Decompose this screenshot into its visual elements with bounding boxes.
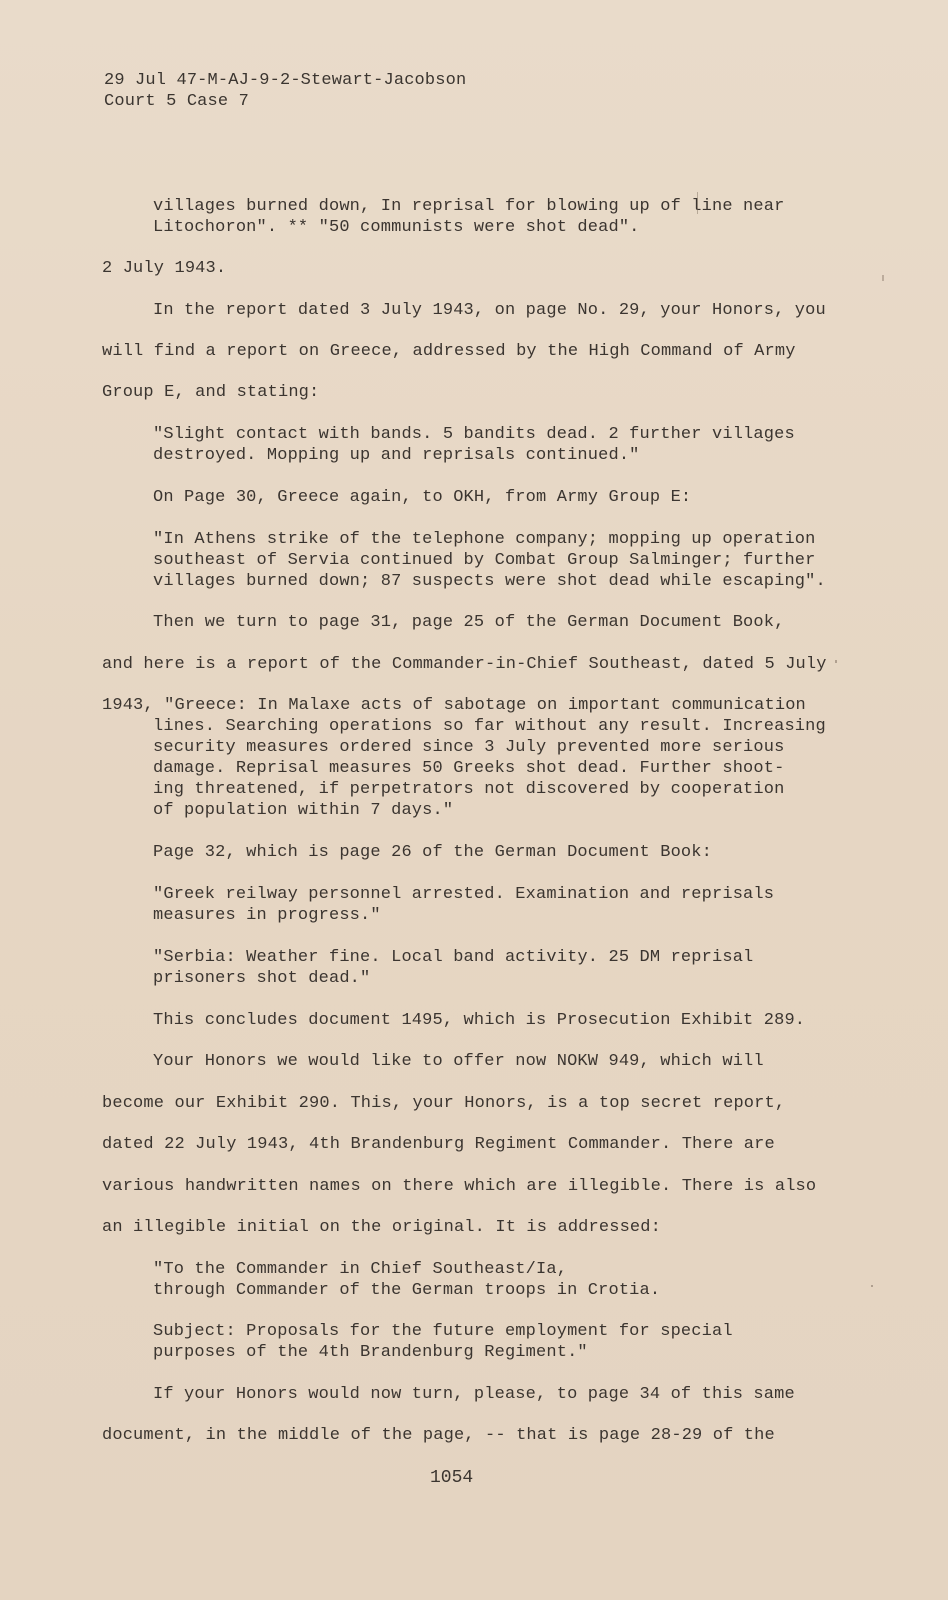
- header-court-line: Court 5 Case 7: [104, 92, 249, 111]
- text-line: Subject: Proposals for the future employment for special: [153, 1322, 733, 1341]
- text-line: Then we turn to page 31, page 25 of the German Document Book,: [153, 613, 785, 632]
- text-line: "In Athens strike of the telephone company; mopping up operation: [153, 530, 816, 549]
- text-line: This concludes document 1495, which is Prosecution Exhibit 289.: [153, 1011, 806, 1030]
- text-line: destroyed. Mopping up and reprisals continued.": [153, 446, 640, 465]
- text-line: and here is a report of the Commander-in-Chief Southeast, dated 5 July: [102, 655, 827, 674]
- text-line: "Serbia: Weather fine. Local band activity. 25 DM reprisal: [153, 948, 754, 967]
- paper-mark: [697, 192, 698, 214]
- header-case-line: 29 Jul 47-M-AJ-9-2-Stewart-Jacobson: [104, 71, 467, 90]
- paper-speck: [835, 660, 837, 663]
- text-line: dated 22 July 1943, 4th Brandenburg Regiment Commander. There are: [102, 1135, 775, 1154]
- text-line: Litochoron". ** "50 communists were shot dead".: [153, 218, 640, 237]
- text-line: security measures ordered since 3 July prevented more serious: [153, 738, 785, 757]
- text-line: an illegible initial on the original. It is addressed:: [102, 1218, 661, 1237]
- text-line: "Greek reilway personnel arrested. Examination and reprisals: [153, 885, 775, 904]
- text-line: purposes of the 4th Brandenburg Regiment.": [153, 1343, 588, 1362]
- text-line: become our Exhibit 290. This, your Honors, is a top secret report,: [102, 1094, 786, 1113]
- page-number: 1054: [430, 1468, 474, 1488]
- text-line: southeast of Servia continued by Combat Group Salminger; further: [153, 551, 816, 570]
- text-line: Page 32, which is page 26 of the German Document Book:: [153, 843, 712, 862]
- text-line: Group E, and stating:: [102, 383, 320, 402]
- text-line: ing threatened, if perpetrators not discovered by cooperation: [153, 780, 785, 799]
- text-line: lines. Searching operations so far without any result. Increasing: [153, 717, 826, 736]
- paper-speck: [871, 1285, 873, 1287]
- text-line: If your Honors would now turn, please, to page 34 of this same: [153, 1385, 795, 1404]
- text-line: "Slight contact with bands. 5 bandits dead. 2 further villages: [153, 425, 795, 444]
- text-line: will find a report on Greece, addressed by the High Command of Army: [102, 342, 796, 361]
- paper-speck: [882, 275, 884, 281]
- text-line: damage. Reprisal measures 50 Greeks shot dead. Further shoot-: [153, 759, 785, 778]
- text-line: villages burned down; 87 suspects were shot dead while escaping".: [153, 572, 826, 591]
- text-line: various handwritten names on there which are illegible. There is also: [102, 1177, 817, 1196]
- text-line: prisoners shot dead.": [153, 969, 371, 988]
- text-line: "To the Commander in Chief Southeast/Ia,: [153, 1260, 568, 1279]
- text-line: villages burned down, In reprisal for blowing up of line near: [153, 197, 785, 216]
- text-line: of population within 7 days.": [153, 801, 454, 820]
- text-line: measures in progress.": [153, 906, 381, 925]
- text-line: On Page 30, Greece again, to OKH, from Army Group E:: [153, 488, 692, 507]
- text-line: through Commander of the German troops in Crotia.: [153, 1281, 661, 1300]
- text-line: Your Honors we would like to offer now NOKW 949, which will: [153, 1052, 764, 1071]
- text-line: 1943, "Greece: In Malaxe acts of sabotage on important communication: [102, 696, 806, 715]
- text-line: In the report dated 3 July 1943, on page No. 29, your Honors, you: [153, 301, 826, 320]
- text-line: document, in the middle of the page, -- that is page 28-29 of the: [102, 1426, 775, 1445]
- text-line: 2 July 1943.: [102, 259, 227, 278]
